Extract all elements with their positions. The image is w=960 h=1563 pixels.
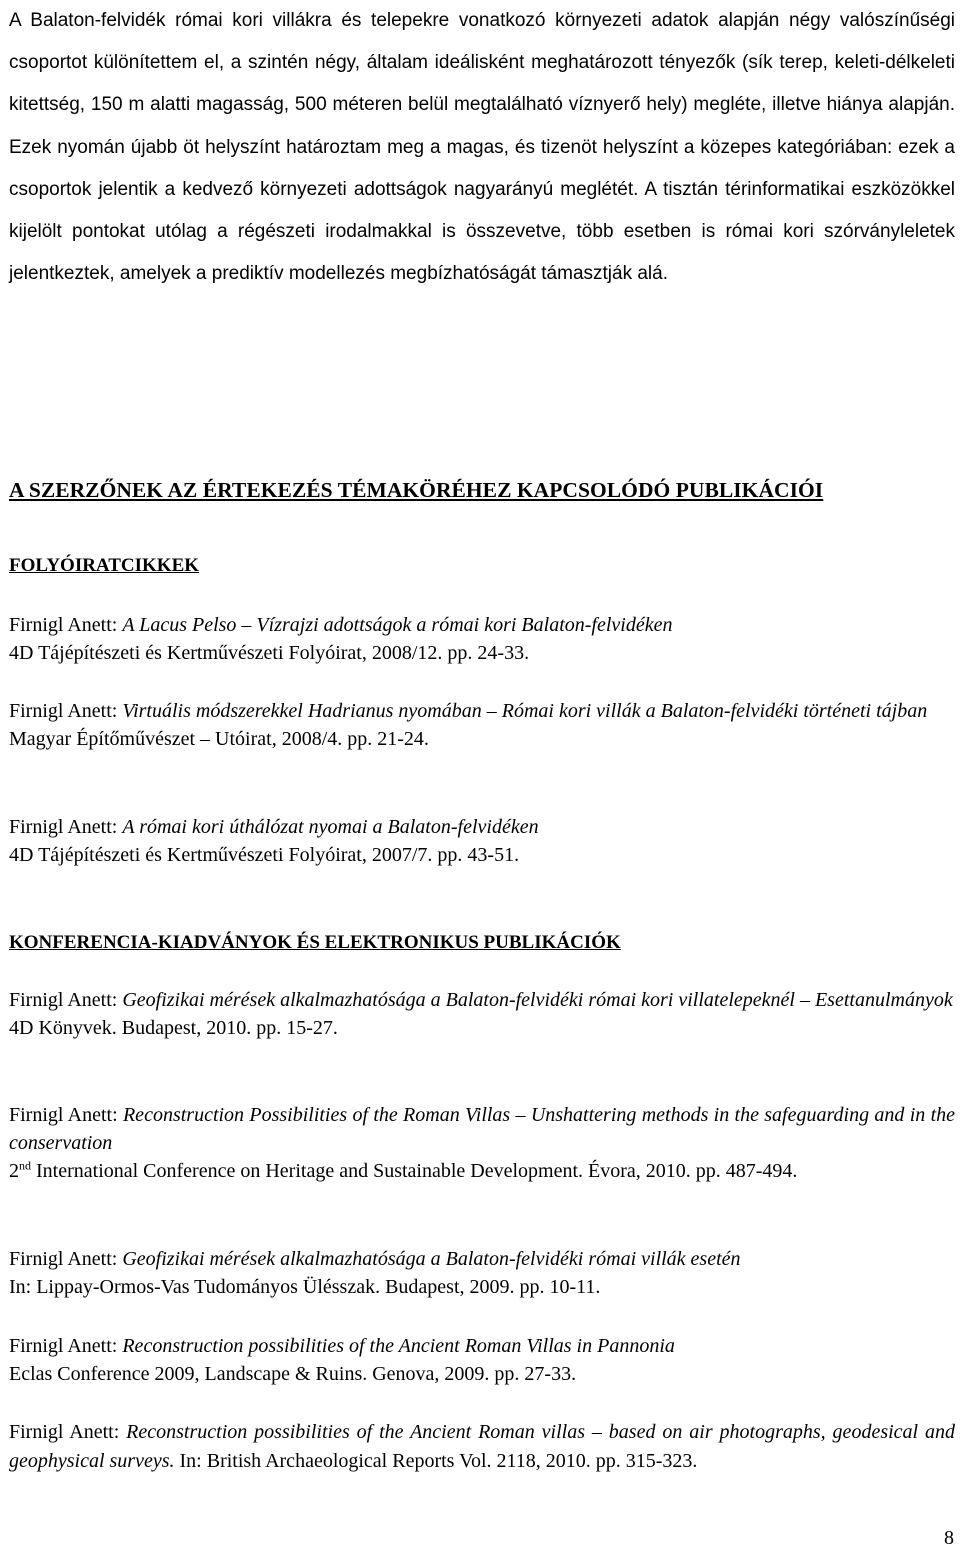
publication-title: Reconstruction possibilities of the Ancient Roman villas – based on air photographs, geodesical and geophysical surveys. bbox=[9, 1421, 955, 1472]
publication-source: In: Lippay-Ormos-Vas Tudományos Ülésszak. Budapest, 2009. pp. 10-11. bbox=[9, 1276, 601, 1298]
publication-author: Firnigl Anett: bbox=[9, 1104, 123, 1126]
publication-source-text: International Conference on Heritage and Sustainable Development. Évora, 2010. pp. 487-494. bbox=[31, 1160, 798, 1182]
publication-entry bbox=[9, 1418, 955, 1476]
publication-source: Magyar Építőművészet – Utóirat, 2008/4. pp. 21-24. bbox=[9, 728, 429, 750]
page-number: 8 bbox=[944, 1527, 954, 1549]
publication-entry bbox=[9, 1245, 955, 1301]
publication-title: Virtuális módszerekkel Hadrianus nyomában – Római kori villák a Balaton-felvidéki történeti tájban bbox=[122, 700, 928, 722]
publication-title: Geofizikai mérések alkalmazhatósága a Balaton-felvidéki római kori villatelepeknél – Esettanulmányok bbox=[122, 989, 953, 1011]
publication-source: Eclas Conference 2009, Landscape & Ruins. Genova, 2009. pp. 27-33. bbox=[9, 1363, 577, 1385]
publication-entry bbox=[9, 697, 955, 753]
publication-entry bbox=[9, 813, 955, 869]
ordinal-number: 2 bbox=[9, 1160, 19, 1182]
publication-entry bbox=[9, 1101, 955, 1185]
publication-entry bbox=[9, 611, 955, 667]
journals-heading: FOLYÓIRATCIKKEK bbox=[9, 555, 200, 576]
publication-title: A római kori úthálózat nyomai a Balaton-felvidéken bbox=[122, 816, 539, 838]
publication-author: Firnigl Anett: bbox=[9, 816, 123, 838]
publication-source: 4D Tájépítészeti és Kertművészeti Folyóirat, 2007/7. pp. 43-51. bbox=[9, 844, 520, 866]
publications-heading: A SZERZŐNEK AZ ÉRTEKEZÉS TÉMAKÖRÉHEZ KAPCSOLÓDÓ PUBLIKÁCIÓI bbox=[9, 478, 824, 502]
publication-title: Geofizikai mérések alkalmazhatósága a Balaton-felvidéki római villák esetén bbox=[122, 1248, 741, 1270]
publication-source: 4D Könyvek. Budapest, 2010. pp. 15-27. bbox=[9, 1017, 338, 1039]
publication-author: Firnigl Anett: bbox=[9, 614, 123, 636]
publication-author: Firnigl Anett: bbox=[9, 700, 123, 722]
publication-title: Reconstruction possibilities of the Ancient Roman Villas in Pannonia bbox=[122, 1335, 675, 1357]
conferences-heading: KONFERENCIA-KIADVÁNYOK ÉS ELEKTRONIKUS PUBLIKÁCIÓK bbox=[9, 932, 621, 953]
publication-entry bbox=[9, 1332, 955, 1388]
ordinal-suffix: nd bbox=[19, 1158, 31, 1173]
publication-author: Firnigl Anett: bbox=[9, 1421, 127, 1443]
publication-title: A Lacus Pelso – Vízrajzi adottságok a római kori Balaton-felvidéken bbox=[122, 614, 673, 636]
publication-source: 4D Tájépítészeti és Kertművészeti Folyóirat, 2008/12. pp. 24-33. bbox=[9, 642, 530, 664]
publication-author: Firnigl Anett: bbox=[9, 989, 123, 1011]
publication-source: In: British Archaeological Reports Vol. 2118, 2010. pp. 315-323. bbox=[174, 1450, 698, 1472]
publication-author: Firnigl Anett: bbox=[9, 1335, 123, 1357]
intro-paragraph: A Balaton-felvidék római kori villákra és telepekre vonatkozó környezeti adatok alapján négy valószínűségi csoportot különítettem el, a szintén négy, általam ideálisként meghatározott tényezők (sík terep, keleti-délkeleti kitettség, 150 m alatti magasság, 500 méteren belül megtalálható víznyerő hely) megléte, illetve hiánya alapján. Ezek nyomán újabb öt helyszínt határoztam meg a magas, és tizenöt helyszínt a közepes kategóriában: ezek a csoportok jelentik a kedvező környezeti adottságok nagyarányú meglétét. A tisztán térinformatikai eszközökkel kijelölt pontokat utólag a régészeti irodalmakkal is összevetve, több esetben is római kori szórványleletek jelentkeztek, amelyek a prediktív modellezés megbízhatóságát támasztják alá. bbox=[9, 10, 955, 285]
publication-author: Firnigl Anett: bbox=[9, 1248, 123, 1270]
publication-source bbox=[9, 1157, 955, 1185]
publication-entry bbox=[9, 986, 955, 1042]
publication-title: Reconstruction Possibilities of the Roman Villas – Unshattering methods in the safeguarding and in the conservation bbox=[9, 1104, 956, 1154]
